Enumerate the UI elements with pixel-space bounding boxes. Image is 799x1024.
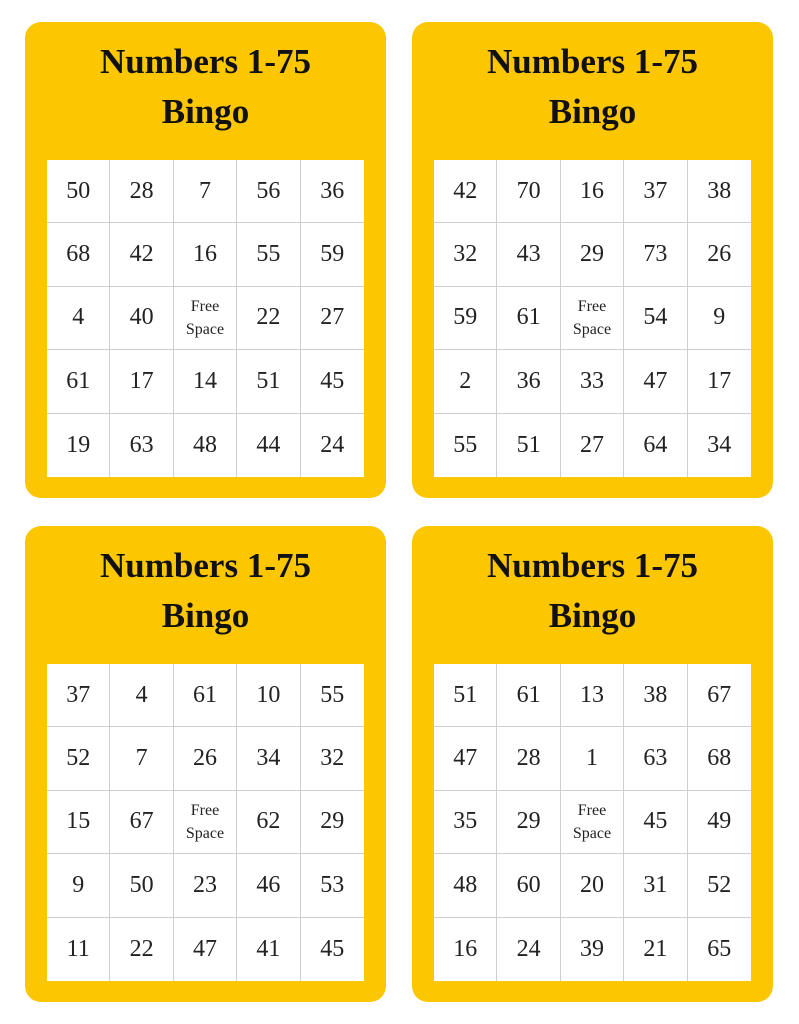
bingo-cell: 47 (624, 350, 687, 413)
bingo-cell: 56 (237, 160, 300, 223)
bingo-cell: 17 (688, 350, 751, 413)
card-title-line2: Bingo (548, 596, 637, 635)
bingo-cell: 61 (174, 664, 237, 727)
bingo-cell: 1 (561, 727, 624, 790)
bingo-grid (434, 664, 751, 981)
bingo-cell: 61 (497, 287, 560, 350)
bingo-cell: 43 (497, 223, 560, 286)
bingo-cell: 17 (110, 350, 173, 413)
bingo-cell: 55 (434, 414, 497, 477)
bingo-cell: 21 (624, 918, 687, 981)
bingo-cell: 7 (174, 160, 237, 223)
bingo-cell: 42 (434, 160, 497, 223)
card-title (412, 541, 773, 641)
bingo-grid (47, 160, 364, 477)
bingo-cell: 16 (434, 918, 497, 981)
bingo-cell: 49 (688, 791, 751, 854)
bingo-cell: 65 (707, 935, 732, 962)
bingo-cell: 47 (174, 918, 237, 981)
bingo-cell: 34 (237, 727, 300, 790)
bingo-cell: 52 (47, 727, 110, 790)
bingo-cell: 7 (110, 727, 173, 790)
bingo-cell: 42 (110, 223, 173, 286)
bingo-cell: 16 (561, 160, 624, 223)
bingo-cell: 22 (237, 287, 300, 350)
bingo-cell: 63 (110, 414, 173, 477)
free-space-cell: Free Space (561, 791, 624, 854)
bingo-cell: 26 (174, 727, 237, 790)
bingo-cell: 4 (110, 664, 173, 727)
card-title-line2: Bingo (161, 92, 250, 131)
bingo-cell: 59 (301, 223, 364, 286)
bingo-cell: 9 (47, 854, 110, 917)
bingo-cell: 29 (301, 791, 364, 854)
bingo-cell: 10 (237, 664, 300, 727)
bingo-cell: 50 (47, 160, 110, 223)
bingo-cell: 48 (174, 414, 237, 477)
bingo-cell: 60 (497, 854, 560, 917)
bingo-grid (47, 664, 364, 981)
bingo-cell: 9 (688, 287, 751, 350)
bingo-cell: 45 (624, 791, 687, 854)
card-title-line2: Bingo (548, 92, 637, 131)
bingo-card (25, 526, 386, 1002)
bingo-cell: 53 (301, 854, 364, 917)
bingo-cell: 28 (110, 160, 173, 223)
bingo-cell: 70 (497, 160, 560, 223)
bingo-cell: 38 (688, 160, 751, 223)
bingo-cell: 20 (561, 854, 624, 917)
bingo-cell: 32 (434, 223, 497, 286)
bingo-cell: 52 (688, 854, 751, 917)
bingo-cell: 68 (688, 727, 751, 790)
bingo-cell: 13 (561, 664, 624, 727)
bingo-cell: 33 (561, 350, 624, 413)
bingo-cell: 37 (47, 664, 110, 727)
free-space-cell: Free Space (174, 791, 237, 854)
bingo-cell: 55 (237, 223, 300, 286)
bingo-cell: 63 (624, 727, 687, 790)
bingo-cell: 44 (237, 414, 300, 477)
bingo-cell: 28 (497, 727, 560, 790)
bingo-cell: 36 (497, 350, 560, 413)
bingo-cell: 27 (561, 414, 624, 477)
card-title (25, 541, 386, 641)
bingo-cell: 68 (47, 223, 110, 286)
bingo-cell: 67 (688, 664, 751, 727)
bingo-cell: 15 (47, 791, 110, 854)
bingo-cell: 50 (110, 854, 173, 917)
bingo-cell: 45 (320, 935, 345, 962)
bingo-cell: 61 (497, 664, 560, 727)
bingo-cell: 31 (624, 854, 687, 917)
card-title-line2: Bingo (161, 596, 250, 635)
bingo-cell: 55 (301, 664, 364, 727)
bingo-cell: 16 (174, 223, 237, 286)
bingo-cell: 51 (497, 414, 560, 477)
free-space-cell: Free Space (561, 287, 624, 350)
bingo-cell: 47 (434, 727, 497, 790)
bingo-cell: 54 (624, 287, 687, 350)
bingo-cell: 14 (174, 350, 237, 413)
card-title-line1: Numbers 1-75 (487, 42, 698, 81)
bingo-cell: 24 (320, 431, 345, 458)
bingo-cell: 59 (434, 287, 497, 350)
bingo-cell: 4 (47, 287, 110, 350)
bingo-cell: 45 (301, 350, 364, 413)
card-title-line1: Numbers 1-75 (487, 546, 698, 585)
card-title (25, 37, 386, 137)
bingo-cell: 23 (174, 854, 237, 917)
bingo-cell: 39 (561, 918, 624, 981)
bingo-cell: 61 (47, 350, 110, 413)
bingo-cell: 51 (237, 350, 300, 413)
bingo-cell: 51 (434, 664, 497, 727)
bingo-card (25, 22, 386, 498)
bingo-cell: 62 (237, 791, 300, 854)
bingo-cell: 37 (624, 160, 687, 223)
bingo-cell: 35 (434, 791, 497, 854)
bingo-cell: 29 (561, 223, 624, 286)
bingo-cell: 34 (707, 431, 732, 458)
bingo-cell: 11 (47, 918, 110, 981)
bingo-cell: 22 (110, 918, 173, 981)
bingo-cell: 36 (301, 160, 364, 223)
bingo-cell: 26 (688, 223, 751, 286)
bingo-cell: 24 (497, 918, 560, 981)
bingo-card (412, 526, 773, 1002)
free-space-cell: Free Space (174, 287, 237, 350)
bingo-cell: 29 (497, 791, 560, 854)
bingo-cell: 64 (624, 414, 687, 477)
bingo-cell: 41 (237, 918, 300, 981)
bingo-cell: 67 (110, 791, 173, 854)
bingo-cell: 38 (624, 664, 687, 727)
card-title-line1: Numbers 1-75 (100, 42, 311, 81)
bingo-cell: 2 (434, 350, 497, 413)
bingo-cell: 19 (47, 414, 110, 477)
bingo-cell: 27 (301, 287, 364, 350)
card-title-line1: Numbers 1-75 (100, 546, 311, 585)
bingo-cell: 48 (434, 854, 497, 917)
bingo-cell: 73 (624, 223, 687, 286)
bingo-cell: 46 (237, 854, 300, 917)
bingo-cell: 40 (110, 287, 173, 350)
bingo-card (412, 22, 773, 498)
card-title (412, 37, 773, 137)
bingo-cell: 32 (301, 727, 364, 790)
bingo-grid (434, 160, 751, 477)
